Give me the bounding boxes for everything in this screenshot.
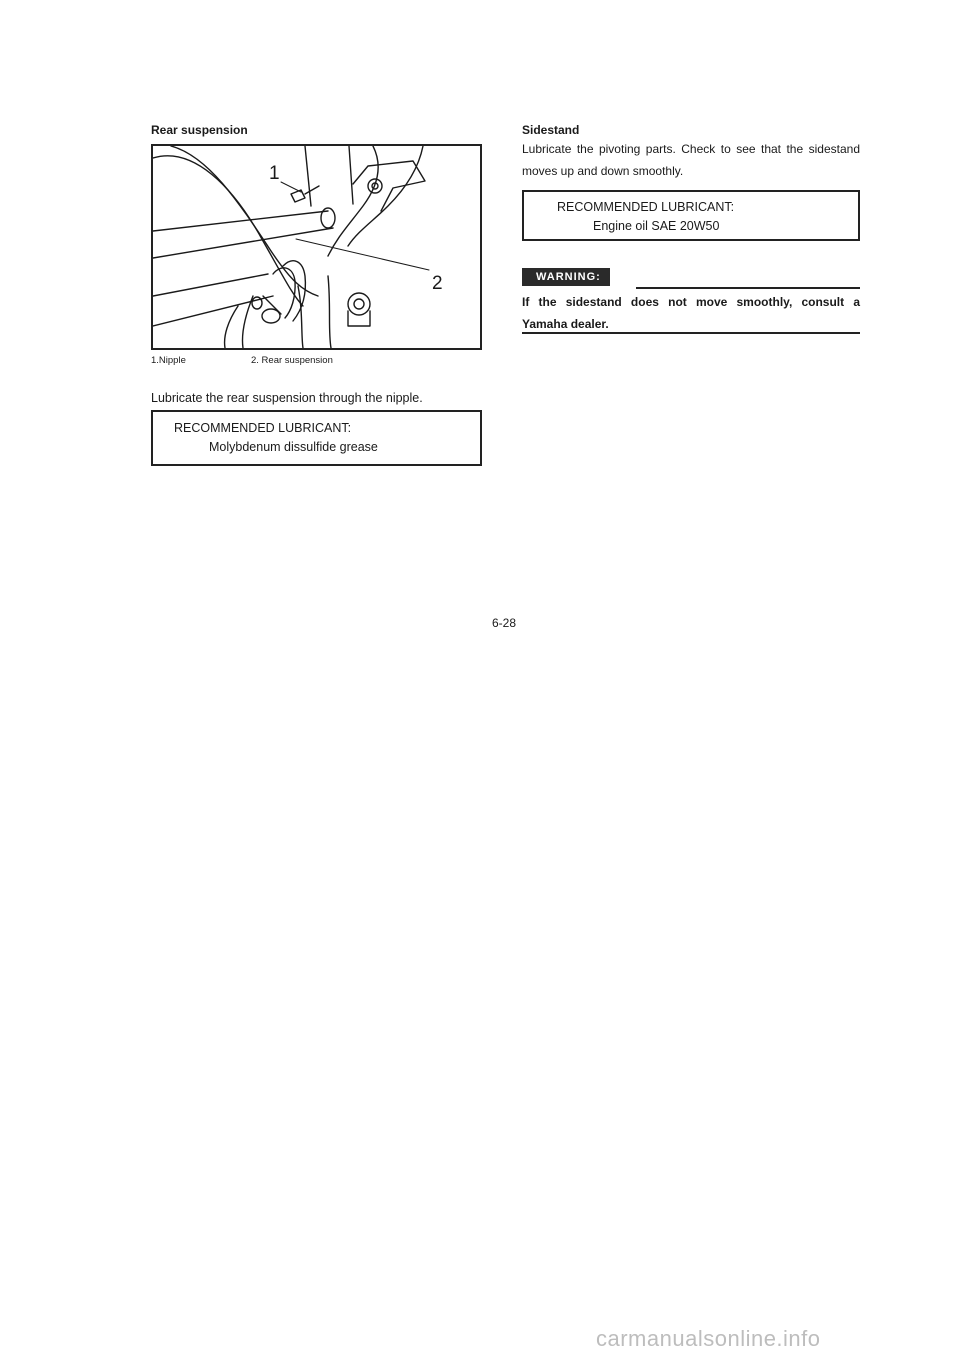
rear-suspension-drawing — [153, 146, 480, 348]
caption-rear-suspension: 2. Rear suspension — [251, 355, 333, 366]
lubricant-box-sidestand — [522, 190, 860, 241]
warning-bottom-rule — [522, 332, 860, 334]
warning-text: If the sidestand does not move smoothly, consult a Yamaha dealer. — [522, 295, 860, 331]
warning-top-rule — [636, 287, 860, 289]
callout-2: 2 — [432, 273, 443, 294]
sidestand-instruction: Lubricate the pivoting parts. Check to see that the sidestand moves up and down smoothly. — [522, 142, 860, 178]
section-heading-rear-suspension: Rear suspension — [151, 123, 248, 137]
warning-badge: WARNING: — [522, 268, 610, 286]
lubricant-box-rear-suspension — [151, 410, 482, 466]
lubricant-value: Engine oil SAE 20W50 — [593, 219, 720, 233]
rear-suspension-instruction: Lubricate the rear suspension through the nipple. — [151, 391, 423, 405]
caption-nipple: 1.Nipple — [151, 355, 186, 366]
callout-1: 1 — [269, 163, 280, 184]
page-number: 6-28 — [492, 616, 517, 630]
section-heading-sidestand: Sidestand — [522, 123, 580, 137]
lubricant-label: RECOMMENDED LUBRICANT: — [174, 421, 352, 435]
lubricant-value: Molybdenum dissulfide grease — [209, 440, 378, 454]
rear-suspension-illustration — [151, 144, 482, 350]
watermark: carmanualsonline.info — [596, 1326, 821, 1351]
lubricant-label: RECOMMENDED LUBRICANT: — [557, 200, 735, 214]
